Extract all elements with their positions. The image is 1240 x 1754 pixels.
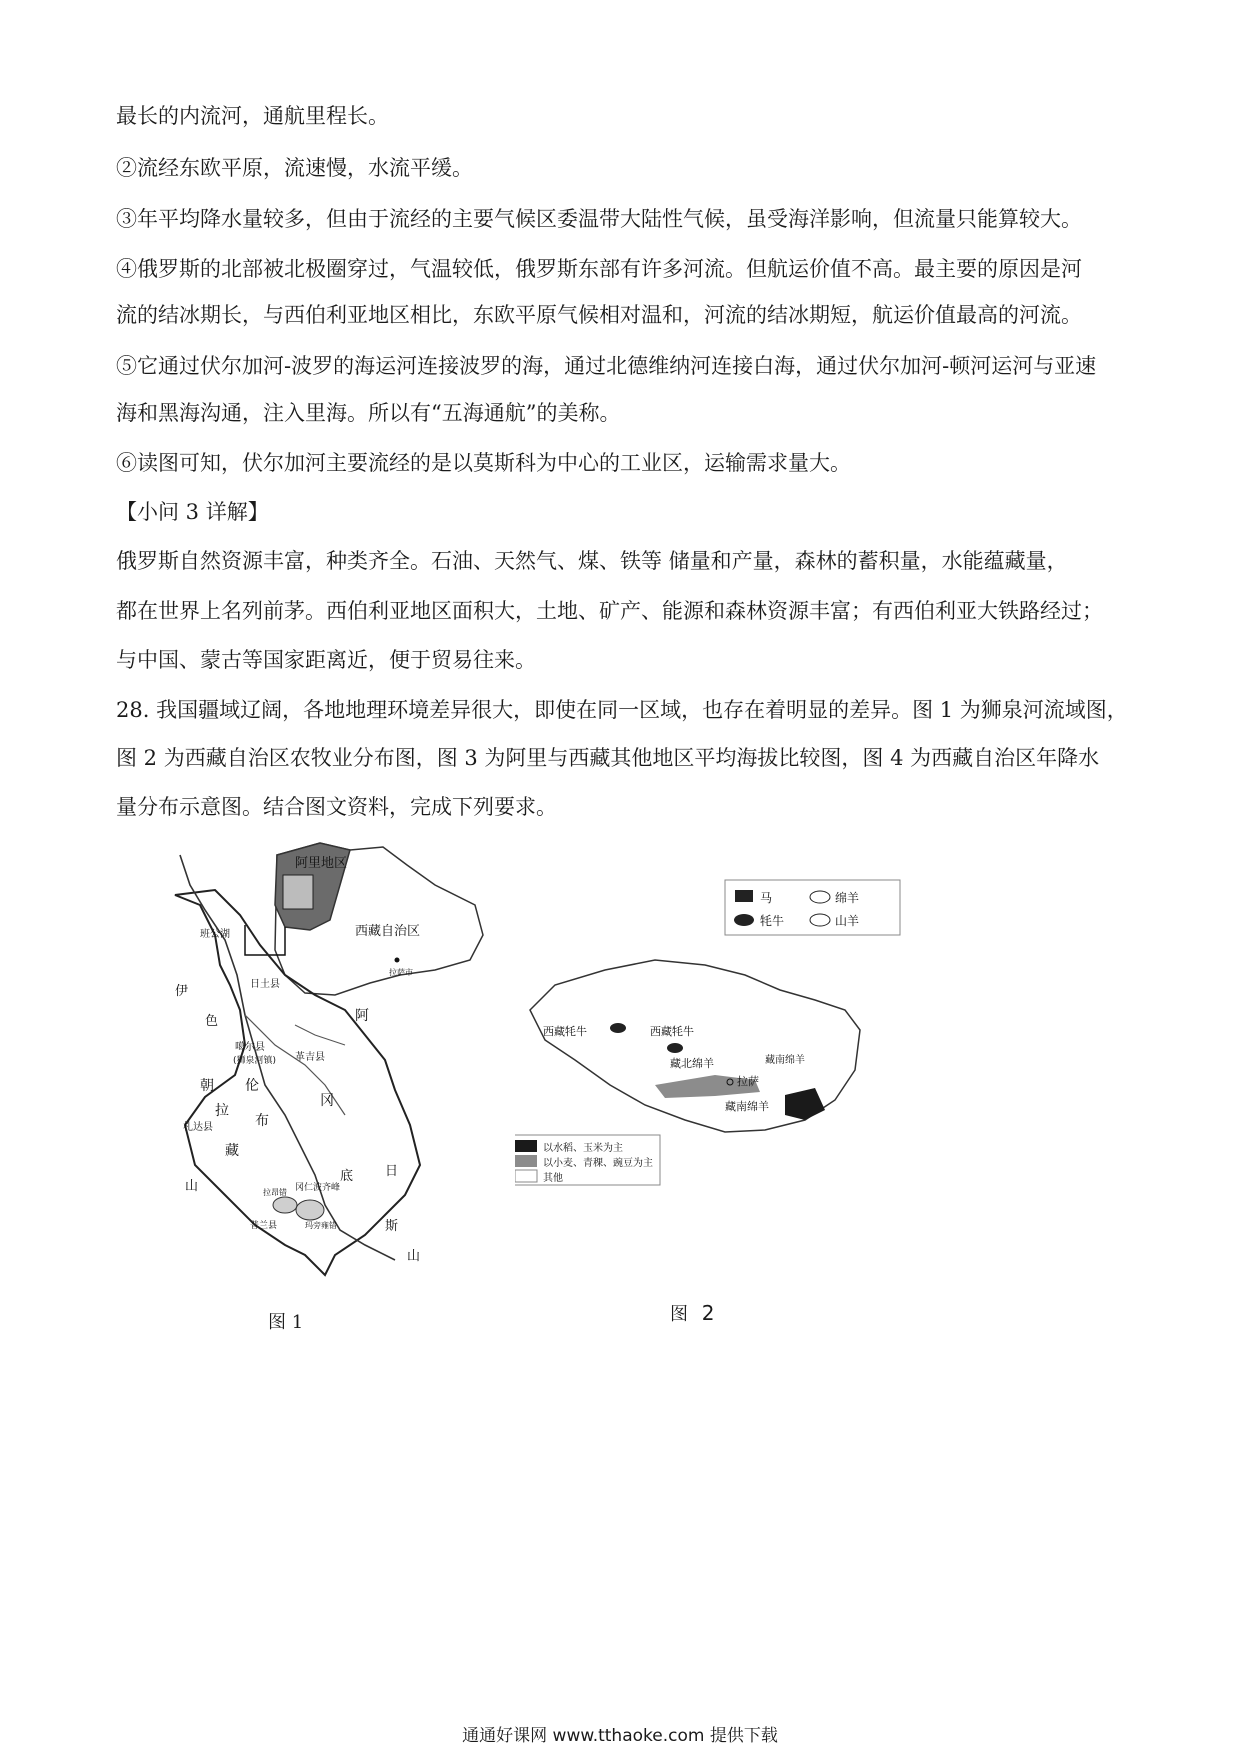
section-heading: 【小问 3 详解】 bbox=[116, 500, 269, 524]
paragraph-3: ③年平均降水量较多，但由于流经的主要气候区委温带大陆性气候，虽受海洋影响，但流量只能算较大。 bbox=[116, 207, 1082, 231]
legend-yak: 牦牛 bbox=[760, 914, 785, 928]
label-bu: 布 bbox=[255, 1113, 269, 1129]
map-label-yak-central: 西藏牦牛 bbox=[650, 1025, 694, 1038]
label-se: 色 bbox=[205, 1014, 219, 1029]
legend-wheat-swatch bbox=[515, 1155, 537, 1167]
label-lhasa: 拉萨市 bbox=[389, 968, 413, 977]
label-zang: 藏 bbox=[225, 1143, 239, 1159]
paragraph-6: ⑤它通过伏尔加河-波罗的海运河连接波罗的海，通过北德维纳河连接白海，通过伏尔加河-顿河运河与亚速 bbox=[116, 354, 1097, 378]
label-xizang: 西藏自治区 bbox=[355, 924, 421, 939]
map-label-yak-west: 西藏牦牛 bbox=[543, 1025, 587, 1038]
legend-wheat: 以小麦、青稞、豌豆为主 bbox=[543, 1158, 653, 1169]
animal-legend bbox=[725, 880, 900, 935]
label-lagang: 拉昂错 bbox=[263, 1188, 287, 1197]
map-label-lhasa: 拉萨 bbox=[737, 1075, 759, 1088]
label-ritu: 日土县 bbox=[250, 979, 280, 990]
paragraph-8: ⑥读图可知，伏尔加河主要流经的是以莫斯科为中心的工业区，运输需求量大。 bbox=[116, 451, 851, 475]
paragraph-5: 流的结冰期长，与西伯利亚地区相比，东欧平原气候相对温和，河流的结冰期短，航运价值最高的河流。 bbox=[116, 303, 1082, 327]
label-ban: 班公湖 bbox=[200, 929, 230, 940]
label-shan2: 山 bbox=[185, 1179, 199, 1194]
label-mapang: 玛旁雍错 bbox=[305, 1221, 337, 1230]
label-yi: 伊 bbox=[175, 984, 189, 999]
label-ali: 阿里地区 bbox=[295, 856, 348, 871]
label-pulan: 普兰县 bbox=[250, 1221, 278, 1231]
legend-sheep: 绵羊 bbox=[835, 891, 860, 905]
page-footer: 通通好课网 www.tthaoke.com 提供下载 bbox=[462, 1726, 778, 1746]
figure-2-map bbox=[515, 870, 915, 1270]
label-zhada: 札达县 bbox=[183, 1122, 213, 1133]
label-si: 斯 bbox=[385, 1219, 399, 1234]
label-ri: 日 bbox=[385, 1164, 399, 1179]
question-28-line-2: 图 2 为西藏自治区农牧业分布图，图 3 为阿里与西藏其他地区平均海拔比较图，图 4 为西藏自治区年降水 bbox=[116, 746, 1100, 770]
horse-icon bbox=[735, 890, 753, 902]
map-label-sheep-east: 藏南绵羊 bbox=[765, 1055, 805, 1066]
label-di: 底 bbox=[340, 1169, 354, 1184]
question-28-line-3: 量分布示意图。结合图文资料，完成下列要求。 bbox=[116, 795, 557, 819]
paragraph-10: 都在世界上名列前茅。西伯利亚地区面积大，土地、矿产、能源和森林资源丰富；有西伯利亚大铁路经过； bbox=[116, 599, 1103, 623]
label-gang: 冈 bbox=[320, 1093, 334, 1109]
legend-other: 其他 bbox=[543, 1173, 563, 1184]
label-geji: 革吉县 bbox=[295, 1052, 325, 1063]
label-shan: 山 bbox=[407, 1249, 421, 1264]
paragraph-4: ④俄罗斯的北部被北极圈穿过，气温较低，俄罗斯东部有许多河流。但航运价值不高。最主要的原因是河 bbox=[116, 257, 1082, 281]
figure-2-caption-number: 2 bbox=[701, 1301, 715, 1325]
paragraph-9: 俄罗斯自然资源丰富，种类齐全。石油、天然气、煤、铁等 储量和产量，森林的蓄积量，水能蕴藏量， bbox=[116, 549, 1068, 573]
yak-icon bbox=[734, 914, 754, 926]
label-a: 阿 bbox=[355, 1008, 369, 1024]
label-long: 伦 bbox=[245, 1078, 259, 1094]
legend-rice-swatch bbox=[515, 1140, 537, 1152]
paragraph-11: 与中国、蒙古等国家距离近，便于贸易往来。 bbox=[116, 648, 536, 672]
label-tongren: 冈仁波齐峰 bbox=[295, 1183, 341, 1193]
label-gaer-town: (狮泉河镇) bbox=[233, 1056, 277, 1066]
paragraph-1: 最长的内流河，通航里程长。 bbox=[116, 104, 389, 128]
paragraph-2: ②流经东欧平原，流速慢，水流平缓。 bbox=[116, 156, 473, 180]
question-28-line-1: 28. 我国疆域辽阔，各地地理环境差异很大，即使在同一区域，也存在着明显的差异。图 1 为狮泉河流域图， bbox=[116, 698, 1128, 722]
legend-horse: 马 bbox=[760, 891, 773, 905]
label-chao: 朝 bbox=[200, 1078, 214, 1094]
legend-goat: 山羊 bbox=[835, 914, 860, 928]
label-gaer: 噶尔县 bbox=[235, 1042, 265, 1053]
figure-2-caption bbox=[670, 1300, 714, 1326]
legend-other-swatch bbox=[515, 1170, 537, 1182]
figure-1-map bbox=[145, 835, 485, 1285]
figure-1-caption: 图 1 bbox=[268, 1312, 304, 1333]
map-label-sheep-north: 藏北绵羊 bbox=[670, 1057, 714, 1070]
figure-2-caption-label: 图 bbox=[670, 1304, 688, 1325]
map-label-sheep-south: 藏南绵羊 bbox=[725, 1100, 769, 1113]
legend-rice: 以水稻、玉米为主 bbox=[543, 1143, 623, 1154]
label-la: 拉 bbox=[215, 1103, 229, 1119]
paragraph-7: 海和黑海沟通，注入里海。所以有“五海通航”的美称。 bbox=[116, 401, 621, 425]
